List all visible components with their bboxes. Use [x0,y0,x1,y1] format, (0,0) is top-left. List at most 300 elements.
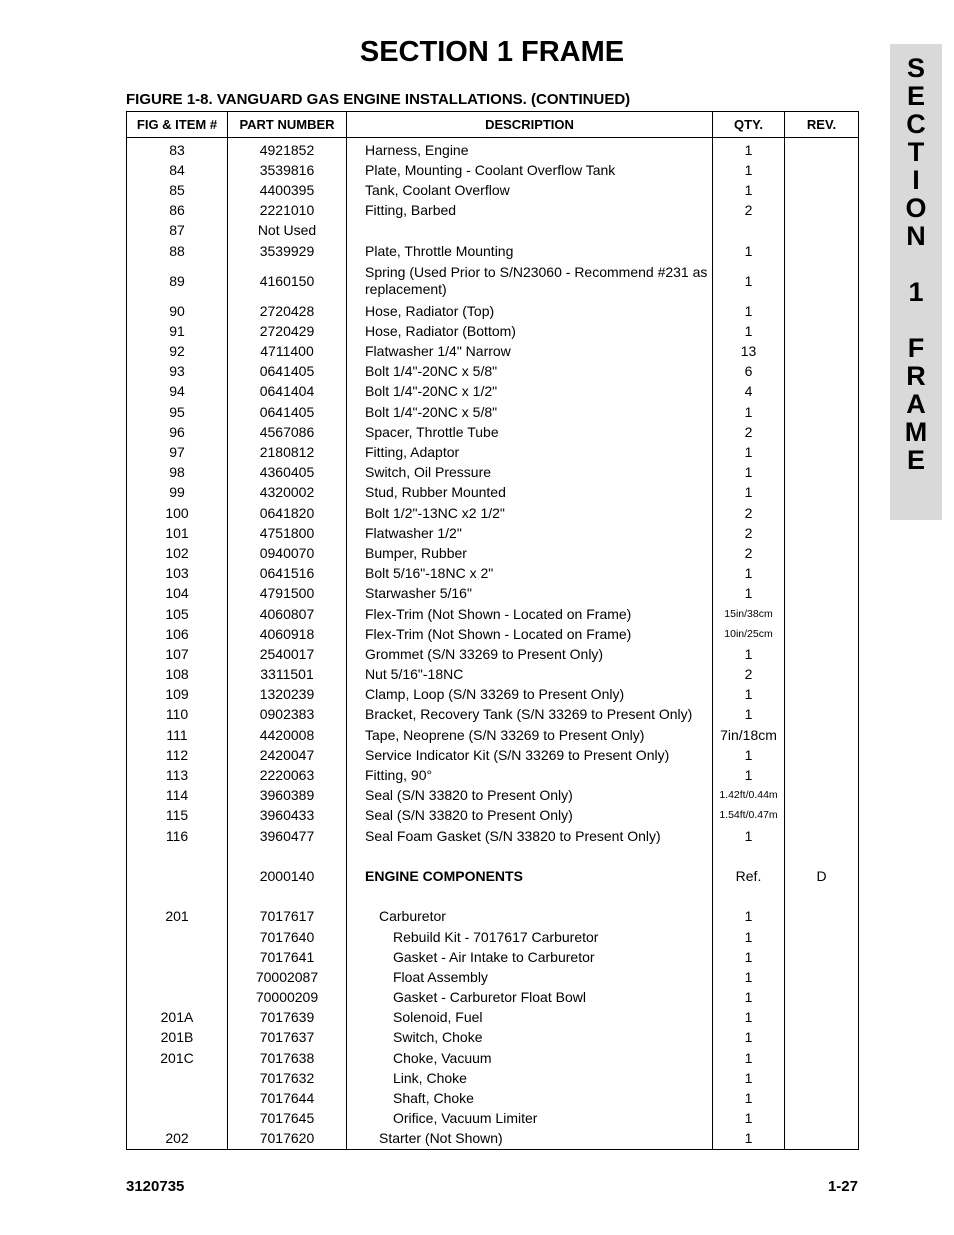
description-cell: Flex-Trim (Not Shown - Located on Frame) [347,604,713,624]
part-number-cell: 7017632 [228,1068,347,1088]
revision-cell [785,725,859,745]
quantity-cell: 1 [713,241,785,261]
table-row [127,1028,859,1048]
table-row [127,342,859,362]
part-number-cell: 4400395 [228,180,347,200]
part-number-cell: 3539929 [228,241,347,261]
part-number-cell: Not Used [228,221,347,241]
table-row [127,907,859,927]
revision-cell [785,1068,859,1088]
revision-cell [785,138,859,161]
item-number-cell [127,1088,228,1108]
part-number-cell: 7017641 [228,947,347,967]
revision-cell [785,301,859,321]
table-row [127,321,859,341]
table-row [127,301,859,321]
description-cell: Float Assembly [347,967,713,987]
side-tab-letter: O [905,193,927,223]
item-number-cell: 202 [127,1129,228,1150]
part-number-cell: 2220063 [228,765,347,785]
description-cell: Tape, Neoprene (S/N 33269 to Present Only) [347,725,713,745]
description-cell: Hose, Radiator (Bottom) [347,321,713,341]
item-number-cell [127,1109,228,1129]
part-number-cell: 4711400 [228,342,347,362]
part-number-cell: 0641405 [228,362,347,382]
description-cell: Hose, Radiator (Top) [347,301,713,321]
item-number-cell: 88 [127,241,228,261]
quantity-cell: 1 [713,644,785,664]
revision-cell [785,988,859,1008]
part-number-cell: 7017639 [228,1008,347,1028]
item-number-cell: 201B [127,1028,228,1048]
part-number-cell: 0641405 [228,402,347,422]
quantity-cell [713,846,785,866]
description-cell: Gasket - Carburetor Float Bowl [347,988,713,1008]
table-row [127,442,859,462]
table-row [127,180,859,200]
part-number-cell: 4160150 [228,261,347,301]
parts-table [126,111,859,1150]
quantity-cell: 2 [713,201,785,221]
table-row [127,624,859,644]
revision-cell [785,826,859,846]
item-number-cell: 111 [127,725,228,745]
part-number-cell: 0641820 [228,503,347,523]
revision-cell [785,503,859,523]
quantity-cell: 1 [713,927,785,947]
revision-cell [785,321,859,341]
part-number-cell: 3960389 [228,786,347,806]
quantity-cell: 2 [713,665,785,685]
table-row [127,927,859,947]
item-number-cell: 94 [127,382,228,402]
item-number-cell: 106 [127,624,228,644]
description-cell: Bolt 1/4"-20NC x 1/2" [347,382,713,402]
item-number-cell: 93 [127,362,228,382]
revision-cell [785,907,859,927]
quantity-cell: Ref. [713,866,785,886]
revision-cell [785,523,859,543]
part-number-cell: 3960477 [228,826,347,846]
revision-cell [785,160,859,180]
quantity-cell: 13 [713,342,785,362]
description-cell [347,221,713,241]
description-cell: Plate, Mounting - Coolant Overflow Tank [347,160,713,180]
quantity-cell: 1 [713,1048,785,1068]
quantity-cell: 1 [713,584,785,604]
quantity-cell: 1 [713,301,785,321]
quantity-cell: 1 [713,1028,785,1048]
item-number-cell: 201A [127,1008,228,1028]
part-number-cell: 3311501 [228,665,347,685]
table-row [127,160,859,180]
item-number-cell: 83 [127,138,228,161]
description-cell: Bracket, Recovery Tank (S/N 33269 to Present Only) [347,705,713,725]
side-tab-letter: A [906,389,926,419]
description-cell: Grommet (S/N 33269 to Present Only) [347,644,713,664]
description-cell: Flatwasher 1/4" Narrow [347,342,713,362]
revision-cell [785,1088,859,1108]
description-cell: Starter (Not Shown) [347,1129,713,1150]
part-number-cell: 7017617 [228,907,347,927]
table-row [127,786,859,806]
description-cell: Starwasher 5/16" [347,584,713,604]
part-number-cell: 3539816 [228,160,347,180]
part-number-cell: 7017644 [228,1088,347,1108]
item-number-cell: 116 [127,826,228,846]
part-number-cell: 0902383 [228,705,347,725]
part-number-cell: 4320002 [228,483,347,503]
table-row [127,261,859,301]
revision-cell [785,1048,859,1068]
table-row [127,887,859,907]
quantity-cell: 1 [713,685,785,705]
revision-cell [785,442,859,462]
quantity-cell: 1 [713,1008,785,1028]
item-number-cell [127,1068,228,1088]
table-row [127,1129,859,1150]
revision-cell [785,947,859,967]
description-cell: Bolt 5/16"-18NC x 2" [347,564,713,584]
description-cell: Seal (S/N 33820 to Present Only) [347,786,713,806]
description-cell: Flatwasher 1/2" [347,523,713,543]
quantity-cell: 1 [713,765,785,785]
quantity-cell: 1 [713,745,785,765]
table-row [127,1109,859,1129]
revision-cell [785,927,859,947]
quantity-cell: 2 [713,523,785,543]
quantity-cell: 7in/18cm [713,725,785,745]
description-cell: Switch, Choke [347,1028,713,1048]
description-cell: Seal Foam Gasket (S/N 33820 to Present Only) [347,826,713,846]
side-tab-letter: E [906,445,925,475]
revision-cell [785,806,859,826]
quantity-cell: 1 [713,947,785,967]
quantity-cell: 1 [713,160,785,180]
item-number-cell [127,927,228,947]
quantity-cell: 10in/25cm [713,624,785,644]
item-number-cell [127,967,228,987]
table-row [127,725,859,745]
item-number-cell: 201 [127,907,228,927]
quantity-cell: 1 [713,705,785,725]
description-cell: Fitting, 90° [347,765,713,785]
revision-cell [785,483,859,503]
description-cell: Bumper, Rubber [347,543,713,563]
revision-cell [785,786,859,806]
part-number-cell: 4751800 [228,523,347,543]
part-number-cell: 1320239 [228,685,347,705]
item-number-cell: 91 [127,321,228,341]
part-number-cell: 2221010 [228,201,347,221]
quantity-cell: 1 [713,1068,785,1088]
description-cell: ENGINE COMPONENTS [347,866,713,886]
revision-cell [785,180,859,200]
description-cell: Bolt 1/4"-20NC x 5/8" [347,362,713,382]
column-header-description: DESCRIPTION [347,112,713,138]
revision-cell: D [785,866,859,886]
revision-cell [785,564,859,584]
side-tab-letter: 1 [908,277,924,307]
item-number-cell: 103 [127,564,228,584]
quantity-cell: 1 [713,483,785,503]
table-row [127,382,859,402]
part-number-cell: 0940070 [228,543,347,563]
part-number-cell: 4060918 [228,624,347,644]
item-number-cell: 101 [127,523,228,543]
description-cell: Tank, Coolant Overflow [347,180,713,200]
part-number-cell: 70002087 [228,967,347,987]
item-number-cell: 92 [127,342,228,362]
item-number-cell: 114 [127,786,228,806]
revision-cell [785,402,859,422]
section-side-tab [890,44,942,520]
item-number-cell: 115 [127,806,228,826]
item-number-cell: 105 [127,604,228,624]
section-title: SECTION 1 FRAME [359,36,625,68]
side-tab-letter: S [906,53,925,83]
item-number-cell: 84 [127,160,228,180]
part-number-cell: 0641404 [228,382,347,402]
description-cell: Spring (Used Prior to S/N23060 - Recommend #231 as replacement) [347,261,713,301]
item-number-cell: 108 [127,665,228,685]
quantity-cell: 15in/38cm [713,604,785,624]
table-row [127,604,859,624]
item-number-cell [127,866,228,886]
side-tab-letter: F [907,333,925,363]
quantity-cell: 1 [713,261,785,301]
description-cell: Clamp, Loop (S/N 33269 to Present Only) [347,685,713,705]
quantity-cell: 1 [713,826,785,846]
description-cell: Choke, Vacuum [347,1048,713,1068]
part-number-cell: 7017645 [228,1109,347,1129]
table-row [127,765,859,785]
quantity-cell: 1 [713,1129,785,1150]
revision-cell [785,846,859,866]
quantity-cell: 1 [713,321,785,341]
document-number: 3120735 [126,1178,185,1195]
table-row [127,221,859,241]
description-cell: Shaft, Choke [347,1088,713,1108]
page-number: 1-27 [827,1178,858,1195]
parts-table-body [127,138,859,1150]
side-tab-letter: N [906,221,926,251]
item-number-cell: 89 [127,261,228,301]
table-row [127,745,859,765]
quantity-cell: 1 [713,180,785,200]
table-row [127,483,859,503]
revision-cell [785,241,859,261]
quantity-cell: 4 [713,382,785,402]
quantity-cell: 1 [713,463,785,483]
part-number-cell [228,887,347,907]
table-row [127,543,859,563]
part-number-cell: 2180812 [228,442,347,462]
table-row [127,584,859,604]
item-number-cell: 104 [127,584,228,604]
table-row [127,1068,859,1088]
item-number-cell: 113 [127,765,228,785]
item-number-cell: 95 [127,402,228,422]
description-cell: Fitting, Barbed [347,201,713,221]
description-cell: Nut 5/16"-18NC [347,665,713,685]
column-header-item: FIG & ITEM # [127,112,228,138]
description-cell [347,846,713,866]
quantity-cell: 2 [713,503,785,523]
revision-cell [785,745,859,765]
revision-cell [785,1129,859,1150]
table-row [127,463,859,483]
part-number-cell: 7017620 [228,1129,347,1150]
description-cell [347,887,713,907]
revision-cell [785,342,859,362]
quantity-cell: 1 [713,988,785,1008]
item-number-cell [127,947,228,967]
table-row [127,201,859,221]
description-cell: Bolt 1/4"-20NC x 5/8" [347,402,713,422]
part-number-cell: 7017637 [228,1028,347,1048]
side-tab-letter: C [906,109,926,139]
part-number-cell: 2540017 [228,644,347,664]
column-header-part-number: PART NUMBER [228,112,347,138]
quantity-cell: 1 [713,1088,785,1108]
part-number-cell: 7017638 [228,1048,347,1068]
table-row [127,402,859,422]
side-tab-letter: E [906,81,925,111]
revision-cell [785,685,859,705]
item-number-cell: 99 [127,483,228,503]
table-row [127,705,859,725]
description-cell: Orifice, Vacuum Limiter [347,1109,713,1129]
quantity-cell: 1 [713,907,785,927]
table-row [127,1008,859,1028]
part-number-cell: 2420047 [228,745,347,765]
table-row [127,806,859,826]
table-row [127,564,859,584]
revision-cell [785,604,859,624]
revision-cell [785,362,859,382]
revision-cell [785,422,859,442]
side-tab-letter: I [912,165,920,195]
part-number-cell: 4921852 [228,138,347,161]
description-cell: Fitting, Adaptor [347,442,713,462]
part-number-cell: 70000209 [228,988,347,1008]
revision-cell [785,201,859,221]
column-header-qty: QTY. [713,112,785,138]
quantity-cell [713,887,785,907]
item-number-cell: 98 [127,463,228,483]
table-row [127,138,859,161]
item-number-cell: 110 [127,705,228,725]
quantity-cell: 1 [713,442,785,462]
table-row [127,665,859,685]
table-row [127,866,859,886]
item-number-cell: 201C [127,1048,228,1068]
table-row [127,947,859,967]
part-number-cell: 7017640 [228,927,347,947]
quantity-cell: 2 [713,422,785,442]
quantity-cell: 1 [713,564,785,584]
side-tab-letter: T [907,137,925,167]
description-cell: Carburetor [347,907,713,927]
description-cell: Rebuild Kit - 7017617 Carburetor [347,927,713,947]
item-number-cell [127,846,228,866]
description-cell: Service Indicator Kit (S/N 33269 to Present Only) [347,745,713,765]
side-tab-letter: M [904,417,928,447]
item-number-cell [127,988,228,1008]
description-cell: Solenoid, Fuel [347,1008,713,1028]
part-number-cell: 2720429 [228,321,347,341]
side-tab-letter: R [906,361,926,391]
description-cell: Stud, Rubber Mounted [347,483,713,503]
revision-cell [785,1028,859,1048]
item-number-cell: 90 [127,301,228,321]
table-row [127,1048,859,1068]
revision-cell [785,584,859,604]
revision-cell [785,261,859,301]
item-number-cell: 109 [127,685,228,705]
figure-title: FIGURE 1-8. VANGUARD GAS ENGINE INSTALLATIONS. (CONTINUED) [126,91,631,108]
item-number-cell [127,887,228,907]
revision-cell [785,624,859,644]
table-row [127,644,859,664]
table-row [127,1088,859,1108]
item-number-cell: 86 [127,201,228,221]
revision-cell [785,644,859,664]
revision-cell [785,221,859,241]
item-number-cell: 85 [127,180,228,200]
description-cell: Bolt 1/2"-13NC x2 1/2" [347,503,713,523]
revision-cell [785,705,859,725]
quantity-cell [713,221,785,241]
part-number-cell: 2000140 [228,866,347,886]
table-row [127,241,859,261]
revision-cell [785,463,859,483]
table-row [127,846,859,866]
item-number-cell: 107 [127,644,228,664]
description-cell: Gasket - Air Intake to Carburetor [347,947,713,967]
table-row [127,967,859,987]
quantity-cell: 1 [713,402,785,422]
table-row [127,988,859,1008]
table-row [127,362,859,382]
part-number-cell: 2720428 [228,301,347,321]
quantity-cell: 1 [713,1109,785,1129]
item-number-cell: 102 [127,543,228,563]
quantity-cell: 1.54ft/0.47m [713,806,785,826]
description-cell: Plate, Throttle Mounting [347,241,713,261]
revision-cell [785,967,859,987]
part-number-cell: 4567086 [228,422,347,442]
part-number-cell [228,846,347,866]
part-number-cell: 4060807 [228,604,347,624]
revision-cell [785,382,859,402]
table-row [127,826,859,846]
revision-cell [785,543,859,563]
part-number-cell: 0641516 [228,564,347,584]
item-number-cell: 87 [127,221,228,241]
revision-cell [785,887,859,907]
table-row [127,523,859,543]
part-number-cell: 3960433 [228,806,347,826]
item-number-cell: 97 [127,442,228,462]
description-cell: Harness, Engine [347,138,713,161]
quantity-cell: 2 [713,543,785,563]
column-header-rev: REV. [785,112,859,138]
table-row [127,422,859,442]
part-number-cell: 4360405 [228,463,347,483]
item-number-cell: 96 [127,422,228,442]
